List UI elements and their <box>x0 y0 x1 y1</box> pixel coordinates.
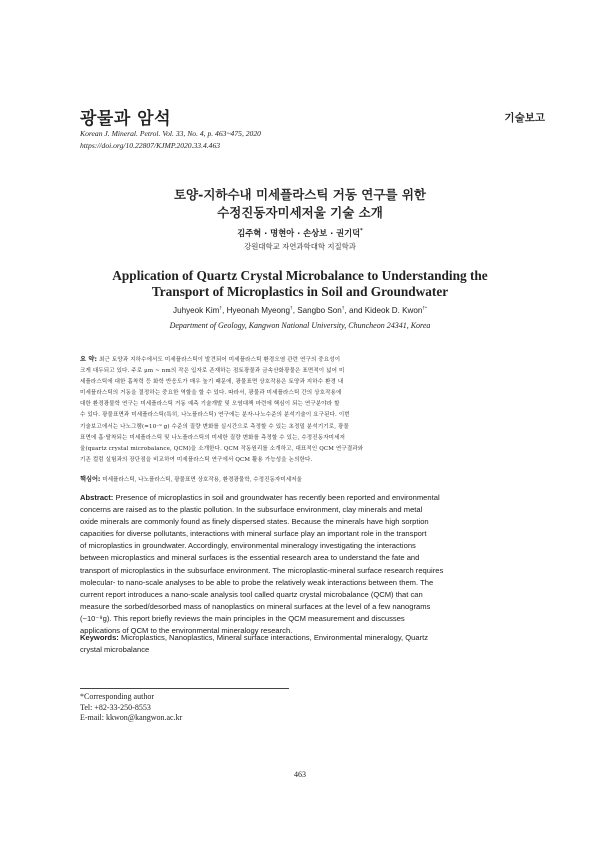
korean-abstract-label: 요 약: <box>80 356 98 363</box>
corresponding-author-note: *Corresponding author <box>80 692 154 701</box>
author-separator: , <box>222 306 227 315</box>
author-name: Hyeonah Myeong <box>226 306 291 315</box>
korean-title-line: 토양-지하수내 미세플라스틱 거동 연구를 위한 <box>173 187 427 202</box>
english-affiliation: Department of Geology, Kangwon National University, Chuncheon 24341, Korea <box>169 321 431 330</box>
english-abstract-line: applications of QCM to the environmental mineralogy research. <box>80 626 293 636</box>
english-title <box>0 268 600 300</box>
korean-author-names: 김주혁 · 명현아 · 손상보 · 권기덕 <box>237 228 361 238</box>
footnote-divider <box>80 688 289 689</box>
doi-link[interactable]: https://doi.org/10.22807/KJMP.2020.33.4.463 <box>80 141 221 150</box>
korean-abstract-line: 기존 컬럼 실험과의 장단점을 비교하여 미세플라스틱 연구에서 QCM 활용 가능성을 논의한다. <box>80 456 313 463</box>
korean-keywords-label: 핵심어: <box>80 476 101 483</box>
english-abstract-label: Abstract: <box>80 493 114 502</box>
english-abstract-text: Presence of microplastics in soil and groundwater has recently been reported and environmental <box>115 493 440 502</box>
korean-abstract-line: 수 있다. 광물표면과 미세플라스틱(특히, 나노플라스틱) 연구에는 분자-나노수준의 분석기술이 요구된다. 이번 <box>80 412 350 419</box>
korean-abstract-line: 기술보고에서는 나노그램(=10⁻⁹ g) 수준의 질량 변화를 실시간으로 측정할 수 있는 초정밀 분석기기로, 광물 <box>80 423 349 430</box>
author-separator: , and <box>344 306 365 315</box>
korean-affiliation: 강원대학교 자연과학대학 지질학과 <box>244 242 356 251</box>
korean-abstract-line: 미세플라스틱의 거동을 결정하는 중요한 역할을 할 수 있다. 따라서, 광물과 미세플라스틱 간의 상호작용에 <box>80 390 342 397</box>
telephone: Tel: +82-33-250-8553 <box>80 702 151 712</box>
email[interactable]: E-mail: kkwon@kangwon.ac.kr <box>80 713 183 722</box>
english-abstract-line: transport of microplastics in the subsurface environment. The microplastic-mineral surface research requires <box>80 565 444 575</box>
english-abstract <box>80 492 522 637</box>
korean-abstract-text: 최근 토양과 지하수에서도 미세플라스틱이 발견되어 미세플라스틱 환경오염 관련 연구의 중요성이 <box>99 357 341 363</box>
author-separator: , <box>292 306 298 315</box>
english-title-line: Application of Quartz Crystal Microbalance to Understanding the <box>112 268 488 283</box>
english-abstract-line <box>80 492 522 504</box>
korean-abstract-line: 대한 환경광물학 연구는 미세플라스틱 거동 예측 기술개발 및 오염대책 마련에 핵심이 되는 연구분야라 할 <box>80 401 340 408</box>
korean-abstract <box>80 354 518 466</box>
citation-block <box>80 128 261 152</box>
author-mark: † <box>219 306 223 312</box>
author-name: Kideok D. Kwon <box>364 306 423 315</box>
english-abstract-line: molecular- to nano-scale analyses to be able to probe the relatively weak interactions between them. The <box>80 577 434 587</box>
korean-title-line: 수정진동자미세저울 기술 소개 <box>217 205 383 220</box>
korean-authors <box>0 227 600 239</box>
english-keywords-line: crystal microbalance <box>80 645 150 655</box>
citation-line: Korean J. Mineral. Petrol. Vol. 33, No. 4, p. 463~475, 2020 <box>80 129 261 138</box>
english-abstract-line: (~10⁻⁹g). This report briefly reviews the main principles in the QCM measurement and discusses <box>80 613 405 623</box>
corresponding-mark: * <box>360 228 363 235</box>
english-abstract-line: measure the sorbed/desorbed mass of nanoplastics on mineral surfaces at the level of a few nanograms <box>80 601 431 611</box>
author-name: Juhyeok Kim <box>173 306 220 315</box>
author-mark: † <box>341 306 345 312</box>
author-mark: † <box>290 306 293 312</box>
english-keywords <box>80 632 522 656</box>
korean-abstract-line: 표면에 흡·탈착되는 미세플라스틱 및 나노플라스틱의 미세한 질량 변화를 측정할 수 있는, 수정진동자미세저 <box>80 434 346 441</box>
english-keywords-text: Microplastics, Nanoplastics, Mineral surface interactions, Environmental mineralogy, Quartz <box>120 633 429 642</box>
english-authors <box>0 306 600 315</box>
english-keywords-line <box>80 632 522 644</box>
korean-keywords-text: 미세플라스틱, 나노플라스틱, 광물표면 상호작용, 환경광물학, 수정진동자미세저울 <box>102 477 302 483</box>
author-name: Sangbo Son <box>297 306 342 315</box>
english-keywords-label: Keywords: <box>80 633 119 642</box>
korean-abstract-line <box>80 354 518 366</box>
page-number: 463 <box>294 770 306 779</box>
footnote <box>80 692 182 724</box>
korean-title <box>0 186 600 222</box>
english-abstract-line: current report introduces a nano-scale analysis tool called quartz crystal microbalance (QCM) that can <box>80 589 423 599</box>
article-type-label: 기술보고 <box>504 112 545 124</box>
english-abstract-line: of microplastics in groundwater. Accordingly, environmental mineralogy investigating the interactions <box>80 541 416 551</box>
english-abstract-line: oxide minerals are commonly found as finely dispersed states. Because the minerals have high sorption <box>80 517 429 527</box>
korean-keywords <box>80 474 518 483</box>
english-abstract-line: between microplastics and mineral surfaces is the essential research area to understand the fate and <box>80 553 420 563</box>
korean-abstract-line: 크게 대두되고 있다. 주로 μm ~ nm의 작은 입자로 존재하는 점토광물과 금속산화광물은 표면적이 넓어 미 <box>80 368 345 375</box>
author-mark: †* <box>422 306 427 312</box>
journal-name: 광물과 암석 <box>80 109 172 129</box>
korean-abstract-line: 울(quartz crystal microbalance, QCM)을 소개한다. QCM 작동원리를 소개하고, 대표적인 QCM 연구결과와 <box>80 445 364 452</box>
english-abstract-line: concerns are raised as to the plastic pollution. In the subsurface environment, clay minerals and metal <box>80 505 423 515</box>
english-title-line: Transport of Microplastics in Soil and Groundwater <box>151 284 449 299</box>
korean-abstract-line: 세플라스틱에 대한 흡착력 등 화학 반응도가 매우 높기 때문에, 광물표면 상호작용은 토양과 지하수 환경 내 <box>80 379 344 386</box>
english-abstract-line: capacities for diverse pollutants, interactions with mineral surface play an important role in the transport <box>80 529 427 539</box>
